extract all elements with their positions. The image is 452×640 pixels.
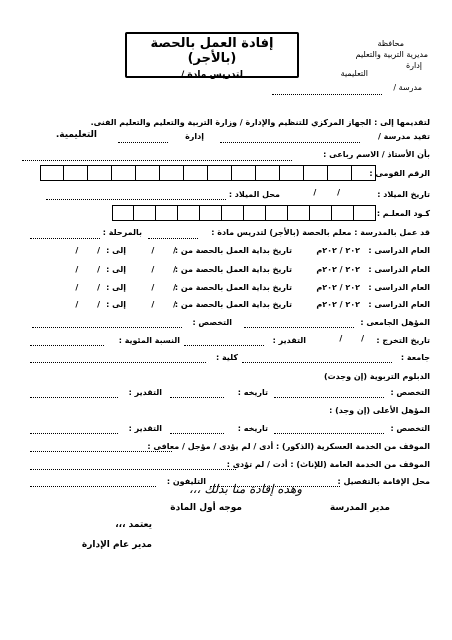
specialty-dots[interactable] bbox=[32, 327, 182, 328]
start-date[interactable]: / / bbox=[151, 265, 176, 274]
id-cell[interactable] bbox=[160, 165, 184, 181]
grade2-label: التقدير : bbox=[128, 388, 162, 397]
year-label: العام الدراسى : bbox=[368, 300, 430, 309]
educational-label: التعليمية bbox=[340, 69, 368, 78]
code-cell[interactable] bbox=[266, 205, 288, 221]
start-label: تاريخ بداية العمل بالحصة من : bbox=[174, 246, 292, 255]
id-cell[interactable] bbox=[304, 165, 328, 181]
specialty-label: التخصص : bbox=[192, 318, 232, 327]
code-cell[interactable] bbox=[222, 205, 244, 221]
teacher-code-label: كـود المعلـم : bbox=[376, 209, 430, 218]
university-label: جامعة : bbox=[400, 353, 430, 362]
id-cell[interactable] bbox=[232, 165, 256, 181]
teacher-code-grid[interactable] bbox=[112, 205, 376, 221]
grade3-dots[interactable] bbox=[30, 433, 118, 434]
college-label: كلية : bbox=[215, 353, 238, 362]
year-value[interactable]: ٢٠٢ / ٢٠٢م bbox=[316, 246, 360, 255]
id-cell[interactable] bbox=[40, 165, 64, 181]
to-label: إلى : bbox=[106, 246, 126, 255]
birth-date-label: تاريخ الميلاد : bbox=[377, 190, 430, 199]
to-label: إلى : bbox=[106, 265, 126, 274]
end-date[interactable]: / / bbox=[75, 300, 100, 309]
date-of-label: تاريخه : bbox=[237, 388, 268, 397]
start-date[interactable]: / / bbox=[151, 246, 176, 255]
military-label: الموقف من الخدمة العسكرية (الذكور) : أدى / لم يؤدى / مؤجل / معافى : bbox=[147, 442, 430, 451]
school-label: مدرسة / bbox=[393, 83, 422, 92]
qualification-label: المؤهل الجامعى : bbox=[360, 318, 430, 327]
grade3-label: التقدير : bbox=[128, 424, 162, 433]
code-cell[interactable] bbox=[112, 205, 134, 221]
code-cell[interactable] bbox=[178, 205, 200, 221]
governorate-label: محافظة bbox=[377, 39, 404, 48]
start-label: تاريخ بداية العمل بالحصة من : bbox=[174, 300, 292, 309]
military-dots[interactable] bbox=[30, 451, 172, 452]
start-date[interactable]: / / bbox=[151, 283, 176, 292]
edu-line-label: التعليمية. bbox=[55, 130, 97, 140]
id-cell[interactable] bbox=[136, 165, 160, 181]
year-label: العام الدراسى : bbox=[368, 246, 430, 255]
admin-label: إدارة bbox=[405, 61, 422, 70]
subject-dots[interactable] bbox=[148, 238, 198, 239]
supervisor-label: موجه أول المادة bbox=[170, 503, 242, 513]
code-cell[interactable] bbox=[288, 205, 310, 221]
school-line-dots[interactable] bbox=[220, 142, 360, 143]
grade2-dots[interactable] bbox=[30, 397, 118, 398]
general-manager-label: مدير عام الإدارة bbox=[81, 540, 152, 550]
date-of-dots[interactable] bbox=[170, 397, 224, 398]
end-date[interactable]: / / bbox=[75, 246, 100, 255]
stage-dots[interactable] bbox=[30, 238, 100, 239]
id-cell[interactable] bbox=[184, 165, 208, 181]
grade-label: التقدير : bbox=[272, 336, 306, 345]
certify-text: وهذه إفادة منا بذلك ،،، bbox=[188, 482, 302, 496]
id-cell[interactable] bbox=[112, 165, 136, 181]
public-service-dots[interactable] bbox=[30, 469, 236, 470]
id-cell[interactable] bbox=[328, 165, 352, 181]
intro-line: لتقديمها إلى : الجهاز المركزي للتنظيم والإدارة / وزارة التربية والتعليم والتعليم الفنى. bbox=[90, 118, 430, 127]
year-value[interactable]: ٢٠٢ / ٢٠٢م bbox=[316, 283, 360, 292]
percent-dots[interactable] bbox=[30, 345, 104, 346]
public-service-label: الموقف من الخدمة العامة (للإناث) : أدت / لم تؤدى : bbox=[226, 460, 430, 469]
admin-line-dots[interactable] bbox=[118, 142, 168, 143]
year-value[interactable]: ٢٠٢ / ٢٠٢م bbox=[316, 265, 360, 274]
university-dots[interactable] bbox=[242, 362, 392, 363]
date-of2-dots[interactable] bbox=[170, 433, 224, 434]
directorate-label: مديرية التربية والتعليم bbox=[355, 50, 428, 59]
to-label: إلى : bbox=[106, 300, 126, 309]
qualification-dots[interactable] bbox=[244, 327, 354, 328]
college-dots[interactable] bbox=[30, 362, 206, 363]
school-line-label: تفيد مدرسة / bbox=[377, 132, 430, 141]
diploma-label: الدبلوم التربوية (إن وجدت) bbox=[323, 372, 430, 381]
grad-date-label: تاريخ التخرج : bbox=[376, 336, 430, 345]
end-date[interactable]: / / bbox=[75, 283, 100, 292]
start-date[interactable]: / / bbox=[151, 300, 176, 309]
teacher-name-dots[interactable] bbox=[22, 160, 292, 161]
national-id-label: الرقم القومى : bbox=[369, 169, 430, 178]
school-dots[interactable] bbox=[272, 94, 382, 95]
year-label: العام الدراسى : bbox=[368, 283, 430, 292]
teacher-name-label: بأن الأستاذ / الاسم رباعى : bbox=[323, 150, 430, 159]
grad-date-value[interactable]: / / bbox=[339, 334, 364, 343]
id-cell[interactable] bbox=[88, 165, 112, 181]
principal-label: مدير المدرسة bbox=[329, 503, 390, 513]
higher-label: المؤهل الأعلى (إن وجد) : bbox=[329, 406, 430, 415]
year-label: العام الدراسى : bbox=[368, 265, 430, 274]
stage-label: بالمرحلة : bbox=[102, 228, 142, 237]
grade-dots[interactable] bbox=[184, 345, 264, 346]
specialty3-dots[interactable] bbox=[274, 433, 384, 434]
id-cell[interactable] bbox=[352, 165, 376, 181]
date-of2-label: تاريخه : bbox=[237, 424, 268, 433]
birth-place-dots[interactable] bbox=[46, 199, 226, 200]
residence-label: محل الإقامة بالتفصيل : bbox=[337, 477, 430, 486]
specialty2-label: التخصص : bbox=[390, 388, 430, 397]
admin-line-label: إدارة bbox=[185, 132, 204, 141]
start-label: تاريخ بداية العمل بالحصة من : bbox=[174, 283, 292, 292]
id-cell[interactable] bbox=[280, 165, 304, 181]
form-subtitle: لتدريس مادة / bbox=[181, 70, 243, 80]
id-cell[interactable] bbox=[256, 165, 280, 181]
birth-place-label: محل الميلاد : bbox=[228, 190, 280, 199]
code-cell[interactable] bbox=[244, 205, 266, 221]
birth-date-slashes[interactable]: / / bbox=[313, 188, 340, 197]
code-cell[interactable] bbox=[310, 205, 332, 221]
national-id-grid[interactable] bbox=[40, 165, 376, 181]
approved-label: يعتمد ،،، bbox=[115, 520, 152, 530]
code-cell[interactable] bbox=[332, 205, 354, 221]
specialty2-dots[interactable] bbox=[274, 397, 384, 398]
code-cell[interactable] bbox=[156, 205, 178, 221]
to-label: إلى : bbox=[106, 283, 126, 292]
form-title: إفادة العمل بالحصة (بالأجر) bbox=[150, 36, 274, 66]
worked-label: قد عمل بالمدرسة : معلم بالحصة (بالأجر) لتدريس مادة : bbox=[211, 228, 430, 237]
id-cell[interactable] bbox=[208, 165, 232, 181]
end-date[interactable]: / / bbox=[75, 265, 100, 274]
year-value[interactable]: ٢٠٢ / ٢٠٢م bbox=[316, 300, 360, 309]
code-cell[interactable] bbox=[134, 205, 156, 221]
percent-label: النسبة المئوية : bbox=[118, 336, 180, 345]
id-cell[interactable] bbox=[64, 165, 88, 181]
form-title-box bbox=[125, 32, 299, 78]
specialty3-label: التخصص : bbox=[390, 424, 430, 433]
start-label: تاريخ بداية العمل بالحصة من : bbox=[174, 265, 292, 274]
code-cell[interactable] bbox=[354, 205, 376, 221]
phone-label: التليفون : bbox=[166, 477, 206, 486]
phone-dots[interactable] bbox=[30, 486, 156, 487]
code-cell[interactable] bbox=[200, 205, 222, 221]
